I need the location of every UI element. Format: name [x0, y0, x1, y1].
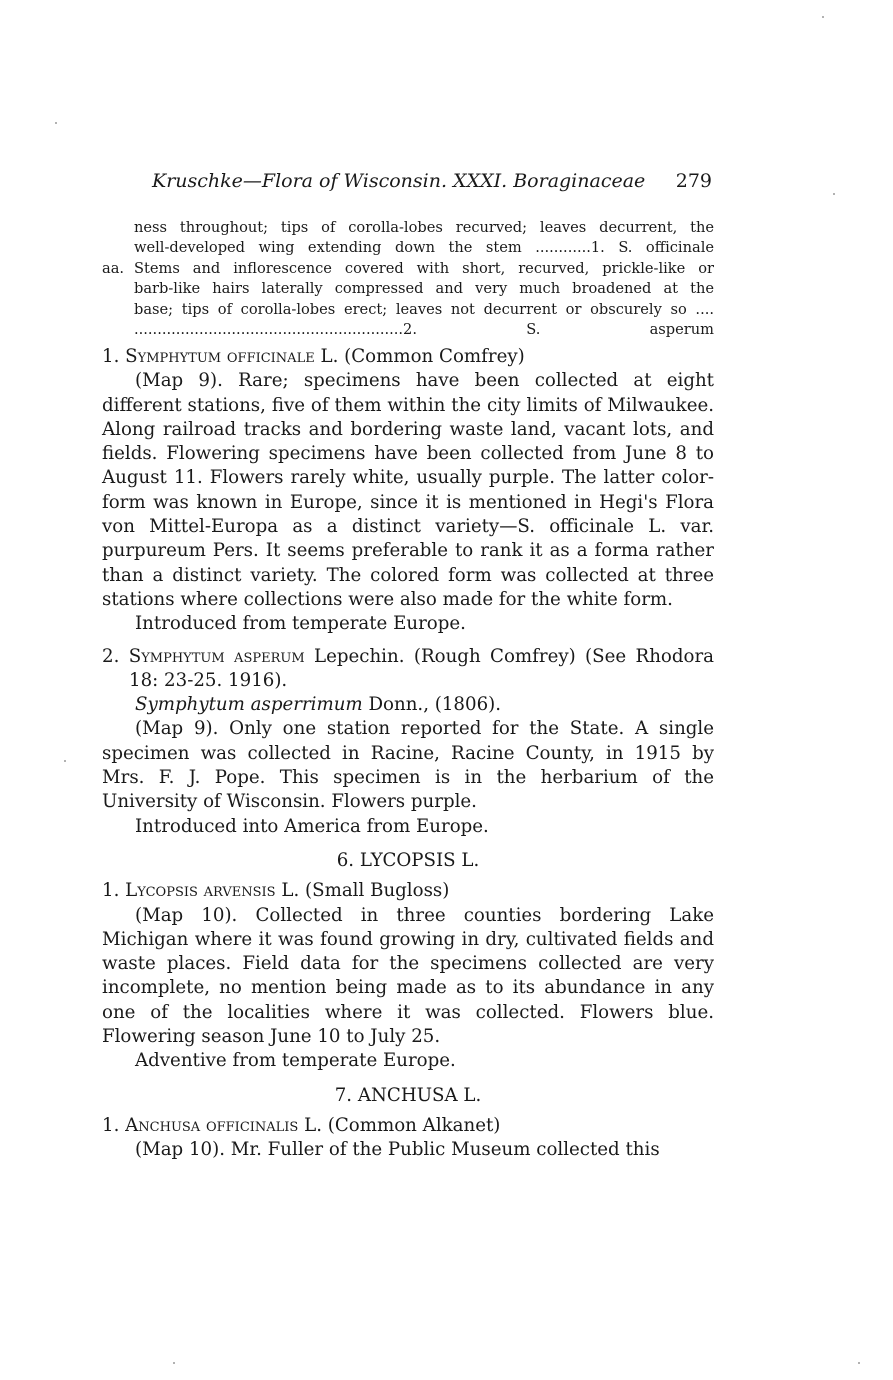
key-line: barb-like hairs laterally compressed and very much broadened at the — [134, 280, 714, 298]
scan-speck — [173, 1362, 175, 1364]
running-title: Kruschke—Flora of Wisconsin. XXXI. Boraginaceae — [152, 170, 646, 192]
species-description: (Map 10). Mr. Fuller of the Public Museum collected this — [135, 1139, 660, 1161]
key-line-aa — [102, 259, 714, 279]
species-name: Anchusa officinalis — [125, 1114, 299, 1136]
species-origin: Introduced into America from Europe. — [135, 815, 489, 837]
species-heading — [102, 879, 714, 903]
main-text — [102, 345, 714, 1163]
species-heading — [102, 645, 714, 694]
species-synonym — [102, 693, 714, 717]
scan-speck — [858, 1362, 860, 1364]
scan-speck — [833, 193, 835, 195]
running-header — [152, 170, 712, 192]
species-description: (Map 10). Collected in three counties bordering Lake Michigan where it was found growing in dry, cultivated fields and waste places. Field data for the specimens collected are very incomplete, no mention being made as to its abundance in any one of the localities where it was collected. Flowers blue. Flowering season June 10 to July 25. — [102, 904, 714, 1048]
species-description: (Map 9). Rare; specimens have been collected at eight different stations, five of them within the city limits of Milwaukee. Along railroad tracks and bordering waste land, vacant lots, and fields. Flowering specimens have been collected from June 8 to August 11. Flowers rarely white, usually purple. The latter color-form was known in Europe, since it is mentioned in Hegi's Flora von Mittel-Europa as a distinct variety—S. officinale L. var. purpureum Pers. It seems preferable to rank it as a forma rather than a distinct variety. The colored form was collected at three stations where collections were also made for the white form. — [102, 370, 714, 610]
species-name: Symphytum asperum — [128, 645, 305, 667]
synonym-author: Donn., (1806). — [368, 694, 502, 716]
key-line: well-developed wing extending down the stem ............1. S. officinale — [134, 239, 714, 257]
species-author: L. (Small Bugloss) — [281, 880, 450, 902]
species-author: Lepechin. (Rough Comfrey) (See Rhodora 18: 23-25. 1916). — [129, 645, 714, 691]
species-number: 1. — [102, 880, 120, 902]
key-line: base; tips of corolla-lobes erect; leaves not decurrent or obscurely so .... — [134, 300, 714, 318]
scan-speck — [64, 760, 66, 762]
genus-heading: 6. LYCOPSIS L. — [336, 849, 480, 871]
synonym-name: Symphytum asperrimum — [135, 694, 363, 716]
species-origin: Adventive from temperate Europe. — [135, 1050, 456, 1072]
species-name: Lycopsis arvensis — [125, 880, 276, 902]
species-author: L. (Common Alkanet) — [304, 1114, 501, 1136]
key-line-text: Stems and inflorescence covered with short, recurved, prickle-like or — [134, 259, 714, 277]
species-number: 1. — [102, 346, 120, 367]
key-line: ..........................................................2. S. asperum — [134, 321, 714, 339]
identification-key — [102, 218, 714, 340]
key-lead-label: aa. — [102, 259, 125, 277]
scan-speck — [55, 122, 57, 124]
key-line: ness throughout; tips of corolla-lobes recurved; leaves decurrent, the — [134, 219, 714, 236]
page-number: 279 — [675, 170, 712, 192]
species-number: 1. — [102, 1114, 120, 1136]
species-author: L. (Common Comfrey) — [320, 346, 525, 367]
scan-speck — [822, 16, 824, 18]
genus-heading: 7. ANCHUSA L. — [334, 1084, 482, 1106]
species-name: Symphytum officinale — [125, 346, 315, 367]
species-heading — [102, 345, 714, 369]
species-number: 2. — [102, 645, 120, 667]
species-origin: Introduced from temperate Europe. — [135, 613, 466, 635]
species-description: (Map 9). Only one station reported for the State. A single specimen was collected in Racine, Racine County, in 1915 by Mrs. F. J. Pope. This specimen is in the herbarium of the University of Wisconsin. Flowers purple. — [102, 718, 714, 813]
species-heading — [102, 1114, 714, 1138]
